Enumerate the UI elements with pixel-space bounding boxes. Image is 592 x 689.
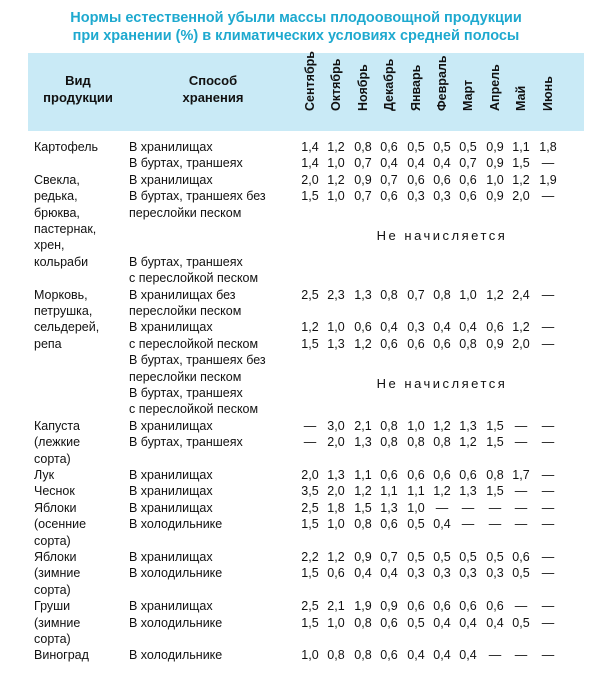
value-cell: 0,6 <box>380 336 398 351</box>
value-cell: — <box>541 468 555 482</box>
value-cell: 1,5 <box>301 566 319 581</box>
value-cell: 2,0 <box>327 435 345 450</box>
method-cell: В холодильнике <box>129 566 223 581</box>
value-cell: 0,7 <box>380 172 398 187</box>
value-cell: 1,0 <box>327 189 345 204</box>
value-cell: 0,6 <box>486 320 504 335</box>
value-cell: — <box>303 418 317 433</box>
value-cell: — <box>303 435 317 450</box>
product-cell: (лежкие <box>34 435 81 450</box>
value-cell: 1,0 <box>327 320 345 335</box>
value-cell: — <box>541 484 555 499</box>
value-cell: 0,9 <box>354 550 372 564</box>
value-cell: — <box>541 156 555 171</box>
value-cell: 2,4 <box>512 287 530 302</box>
value-cell: 1,2 <box>354 336 372 351</box>
method-cell: переслойки песком <box>129 304 242 318</box>
value-cell: 0,5 <box>512 615 530 630</box>
value-cell: 0,7 <box>459 156 477 171</box>
value-cell: 0,8 <box>354 615 372 630</box>
value-cell: 0,9 <box>354 172 372 187</box>
page-subtitle: при хранении (%) в климатических условиях средней полосы <box>72 28 520 44</box>
value-cell: 0,5 <box>512 566 530 581</box>
month-header <box>535 53 561 131</box>
value-cell: 2,0 <box>327 484 345 499</box>
value-cell: 2,1 <box>327 599 345 614</box>
value-cell: 1,0 <box>486 172 504 187</box>
value-cell: 0,3 <box>433 566 451 581</box>
value-cell: 2,3 <box>327 287 345 302</box>
month-header <box>482 53 508 131</box>
value-cell: — <box>541 287 555 302</box>
method-cell: с переслойкой песком <box>129 336 259 351</box>
method-cell: В холодильнике <box>129 517 223 532</box>
value-cell: 0,6 <box>380 189 398 204</box>
value-cell: 1,9 <box>539 172 557 187</box>
header-product-line: Вид <box>65 73 91 88</box>
product-cell: кольраби <box>34 254 89 269</box>
month-header-label: Сентябрь <box>303 51 317 111</box>
not-charged-note: Не начисляется <box>376 228 508 244</box>
value-cell: 0,5 <box>459 550 477 564</box>
value-cell: — <box>541 615 555 630</box>
value-cell: 0,3 <box>407 566 425 581</box>
product-cell: Виноград <box>34 648 89 663</box>
value-cell: 1,5 <box>301 336 319 351</box>
value-cell: 1,5 <box>301 615 319 630</box>
method-cell: В хранилищах <box>129 599 213 614</box>
value-cell: — <box>435 500 449 515</box>
value-cell: 0,6 <box>459 468 477 482</box>
value-cell: 0,6 <box>433 468 451 482</box>
value-cell: — <box>541 320 555 335</box>
value-cell: 1,0 <box>301 648 319 663</box>
value-cell: — <box>541 550 555 564</box>
value-cell: 1,3 <box>459 484 477 499</box>
value-cell: 1,8 <box>327 500 345 515</box>
value-cell: 1,0 <box>327 615 345 630</box>
product-cell: Груши <box>34 599 71 614</box>
value-cell: 0,6 <box>407 468 425 482</box>
value-cell: 1,2 <box>512 172 530 187</box>
product-cell: брюква, <box>34 205 80 220</box>
value-cell: — <box>514 500 528 515</box>
month-header <box>297 53 323 131</box>
value-cell: 0,5 <box>407 615 425 630</box>
value-cell: 1,4 <box>301 140 319 154</box>
value-cell: 3,0 <box>327 418 345 433</box>
value-cell: 1,3 <box>327 336 345 351</box>
method-cell: В буртах, траншеях без <box>129 353 266 368</box>
value-cell: 1,2 <box>512 320 530 335</box>
value-cell: 0,4 <box>354 566 372 581</box>
product-cell: Капуста <box>34 418 80 433</box>
value-cell: 1,2 <box>486 287 504 302</box>
value-cell: 0,8 <box>354 140 372 154</box>
value-cell: — <box>488 500 502 515</box>
value-cell: 1,0 <box>459 287 477 302</box>
value-cell: 1,2 <box>433 484 451 499</box>
value-cell: 0,4 <box>407 648 425 663</box>
value-cell: 0,5 <box>407 517 425 532</box>
month-header-label: Апрель <box>488 64 502 111</box>
month-header-label: Июнь <box>541 76 555 111</box>
value-cell: 2,0 <box>301 172 319 187</box>
value-cell: 0,8 <box>354 648 372 663</box>
product-cell: Яблоки <box>34 550 77 564</box>
value-cell: 0,4 <box>380 566 398 581</box>
method-cell: В буртах, траншеях <box>129 156 243 171</box>
month-header-label: Май <box>514 85 528 111</box>
method-cell: В холодильнике <box>129 648 223 663</box>
value-cell: — <box>541 566 555 581</box>
value-cell: 0,7 <box>354 156 372 171</box>
month-header <box>376 53 402 131</box>
value-cell: 3,5 <box>301 484 319 499</box>
value-cell: 0,4 <box>380 320 398 335</box>
value-cell: 0,6 <box>433 172 451 187</box>
month-header-label: Февраль <box>435 55 449 111</box>
value-cell: 2,5 <box>301 500 319 515</box>
method-cell: с переслойкой песком <box>129 271 259 286</box>
value-cell: 0,4 <box>433 156 451 171</box>
value-cell: 0,6 <box>327 566 345 581</box>
month-header-label: Октябрь <box>329 58 343 111</box>
value-cell: 0,8 <box>433 287 451 302</box>
product-cell: сорта) <box>34 582 71 597</box>
method-cell: В холодильнике <box>129 615 223 630</box>
method-cell: переслойки песком <box>129 205 242 220</box>
value-cell: 0,5 <box>407 140 425 154</box>
value-cell: 1,2 <box>327 140 345 154</box>
value-cell: 0,6 <box>380 468 398 482</box>
value-cell: — <box>541 435 555 450</box>
header-product-line: продукции <box>43 90 113 105</box>
value-cell: 1,5 <box>486 484 504 499</box>
value-cell: 0,6 <box>354 320 372 335</box>
value-cell: 1,3 <box>459 418 477 433</box>
value-cell: 0,6 <box>459 189 477 204</box>
product-cell: (зимние <box>34 615 81 630</box>
product-cell: репа <box>34 336 62 351</box>
method-cell: с переслойкой песком <box>129 402 259 417</box>
value-cell: 1,5 <box>301 517 319 532</box>
product-cell: Чеснок <box>34 484 75 499</box>
method-cell: В буртах, траншеях <box>129 254 243 269</box>
month-header-label: Январь <box>409 64 423 111</box>
value-cell: 1,5 <box>512 156 530 171</box>
value-cell: 2,5 <box>301 287 319 302</box>
product-cell: петрушка, <box>34 304 93 318</box>
value-cell: 2,0 <box>512 336 530 351</box>
value-cell: 0,3 <box>486 566 504 581</box>
method-cell: В буртах, траншеях <box>129 435 243 450</box>
month-header <box>403 53 429 131</box>
value-cell: 1,5 <box>354 500 372 515</box>
header-method-line: Способ <box>188 73 238 88</box>
product-cell: сорта) <box>34 451 71 466</box>
value-cell: 2,1 <box>354 418 372 433</box>
value-cell: — <box>541 599 555 614</box>
value-cell: 2,2 <box>301 550 319 564</box>
value-cell: 0,8 <box>459 336 477 351</box>
month-header <box>350 53 376 131</box>
value-cell: — <box>461 517 475 532</box>
value-cell: 2,0 <box>301 468 319 482</box>
value-cell: 0,6 <box>433 599 451 614</box>
value-cell: 0,4 <box>459 320 477 335</box>
method-cell: В буртах, траншеях <box>129 386 243 400</box>
value-cell: 1,5 <box>486 418 504 433</box>
value-cell: 1,2 <box>459 435 477 450</box>
value-cell: 0,6 <box>459 599 477 614</box>
value-cell: 0,6 <box>380 517 398 532</box>
value-cell: 0,5 <box>407 550 425 564</box>
value-cell: 0,6 <box>407 336 425 351</box>
value-cell: 1,3 <box>380 500 398 515</box>
product-cell: Морковь, <box>34 287 88 302</box>
not-charged-note: Не начисляется <box>376 376 508 391</box>
value-cell: 0,4 <box>433 320 451 335</box>
value-cell: 0,9 <box>486 140 504 154</box>
method-cell: В хранилищах <box>129 500 213 515</box>
value-cell: — <box>514 435 528 450</box>
value-cell: 0,8 <box>327 648 345 663</box>
value-cell: 0,4 <box>459 615 477 630</box>
value-cell: 0,9 <box>486 189 504 204</box>
product-cell: Свекла, <box>34 172 80 187</box>
value-cell: 1,3 <box>354 435 372 450</box>
value-cell: — <box>541 418 555 433</box>
value-cell: 1,5 <box>301 189 319 204</box>
value-cell: 1,0 <box>327 517 345 532</box>
method-cell: В хранилищах <box>129 172 213 187</box>
value-cell: 1,1 <box>407 484 425 499</box>
product-cell: редька, <box>34 189 78 204</box>
month-header-label: Ноябрь <box>356 64 370 111</box>
value-cell: 1,1 <box>354 468 372 482</box>
product-cell: (зимние <box>34 566 81 581</box>
value-cell: 0,4 <box>380 156 398 171</box>
header-product <box>28 72 128 106</box>
value-cell: 0,6 <box>512 550 530 564</box>
product-cell: Лук <box>34 468 55 482</box>
value-cell: — <box>541 648 555 663</box>
value-cell: 0,8 <box>380 435 398 450</box>
value-cell: 1,2 <box>327 172 345 187</box>
value-cell: — <box>541 500 555 515</box>
value-cell: 1,2 <box>354 484 372 499</box>
value-cell: 0,7 <box>354 189 372 204</box>
value-cell: 0,8 <box>407 435 425 450</box>
value-cell: 1,1 <box>380 484 398 499</box>
value-cell: 1,5 <box>486 435 504 450</box>
value-cell: 0,6 <box>407 172 425 187</box>
value-cell: 0,7 <box>407 287 425 302</box>
value-cell: 1,9 <box>354 599 372 614</box>
value-cell: 2,0 <box>512 189 530 204</box>
value-cell: 0,4 <box>433 615 451 630</box>
value-cell: 0,8 <box>380 287 398 302</box>
value-cell: 1,0 <box>407 500 425 515</box>
value-cell: 1,3 <box>327 468 345 482</box>
value-cell: — <box>488 517 502 532</box>
header-method <box>138 72 288 106</box>
method-cell: В хранилищах <box>129 484 213 499</box>
value-cell: 1,7 <box>512 468 530 482</box>
month-header-label: Март <box>461 79 475 111</box>
value-cell: 0,4 <box>459 648 477 663</box>
method-cell: В хранилищах <box>129 320 213 335</box>
value-cell: 0,6 <box>380 648 398 663</box>
value-cell: — <box>514 517 528 532</box>
value-cell: 0,6 <box>380 140 398 154</box>
value-cell: — <box>514 599 528 614</box>
value-cell: 1,3 <box>354 287 372 302</box>
product-cell: сельдерей, <box>34 320 100 335</box>
value-cell: 0,9 <box>486 336 504 351</box>
header-method-line: хранения <box>182 90 244 105</box>
product-cell: Яблоки <box>34 500 77 515</box>
value-cell: 0,6 <box>486 599 504 614</box>
month-header <box>508 53 534 131</box>
value-cell: 0,4 <box>486 615 504 630</box>
value-cell: 0,8 <box>380 418 398 433</box>
product-cell: сорта) <box>34 533 71 548</box>
product-cell: (осенние <box>34 517 87 532</box>
value-cell: — <box>514 484 528 499</box>
page-title: Нормы естественной убыли массы плодоовощной продукции <box>70 10 522 26</box>
table-header <box>28 53 584 131</box>
value-cell: 0,4 <box>433 648 451 663</box>
method-cell: В буртах, траншеях без <box>129 189 266 204</box>
value-cell: — <box>541 189 555 204</box>
value-cell: 2,5 <box>301 599 319 614</box>
product-cell: хрен, <box>34 238 65 253</box>
month-header <box>455 53 481 131</box>
value-cell: — <box>541 336 555 351</box>
value-cell: 0,4 <box>433 517 451 532</box>
value-cell: 0,5 <box>433 550 451 564</box>
value-cell: 0,3 <box>407 320 425 335</box>
value-cell: — <box>541 517 555 532</box>
month-header <box>323 53 349 131</box>
value-cell: 1,4 <box>301 156 319 171</box>
method-cell: В хранилищах <box>129 468 213 482</box>
value-cell: 0,6 <box>380 615 398 630</box>
value-cell: 0,8 <box>433 435 451 450</box>
product-cell: пастернак, <box>34 222 97 236</box>
method-cell: переслойки песком <box>129 369 242 384</box>
value-cell: — <box>514 648 528 663</box>
value-cell: 1,1 <box>512 140 530 154</box>
value-cell: 0,5 <box>459 140 477 154</box>
value-cell: 1,0 <box>327 156 345 171</box>
value-cell: 0,8 <box>354 517 372 532</box>
value-cell: 0,9 <box>486 156 504 171</box>
value-cell: 0,5 <box>486 550 504 564</box>
method-cell: В хранилищах <box>129 418 213 433</box>
value-cell: 1,2 <box>301 320 319 335</box>
month-header <box>429 53 455 131</box>
value-cell: 0,7 <box>380 550 398 564</box>
value-cell: 0,3 <box>433 189 451 204</box>
value-cell: 1,8 <box>539 140 557 154</box>
value-cell: 0,5 <box>433 140 451 154</box>
value-cell: 1,2 <box>327 550 345 564</box>
method-cell: В хранилищах <box>129 550 213 564</box>
value-cell: 0,4 <box>407 156 425 171</box>
method-cell: В хранилищах <box>129 140 213 154</box>
value-cell: 1,0 <box>407 418 425 433</box>
product-cell: Картофель <box>34 140 99 154</box>
value-cell: 0,6 <box>433 336 451 351</box>
product-cell: сорта) <box>34 632 71 646</box>
value-cell: — <box>461 500 475 515</box>
value-cell: 0,3 <box>407 189 425 204</box>
value-cell: 0,6 <box>459 172 477 187</box>
value-cell: 0,8 <box>486 468 504 482</box>
value-cell: 1,2 <box>433 418 451 433</box>
value-cell: 0,9 <box>380 599 398 614</box>
method-cell: В хранилищах без <box>129 287 236 302</box>
value-cell: 0,6 <box>407 599 425 614</box>
value-cell: — <box>514 418 528 433</box>
month-header-label: Декабрь <box>382 58 396 111</box>
value-cell: 0,3 <box>459 566 477 581</box>
value-cell: — <box>488 648 502 663</box>
